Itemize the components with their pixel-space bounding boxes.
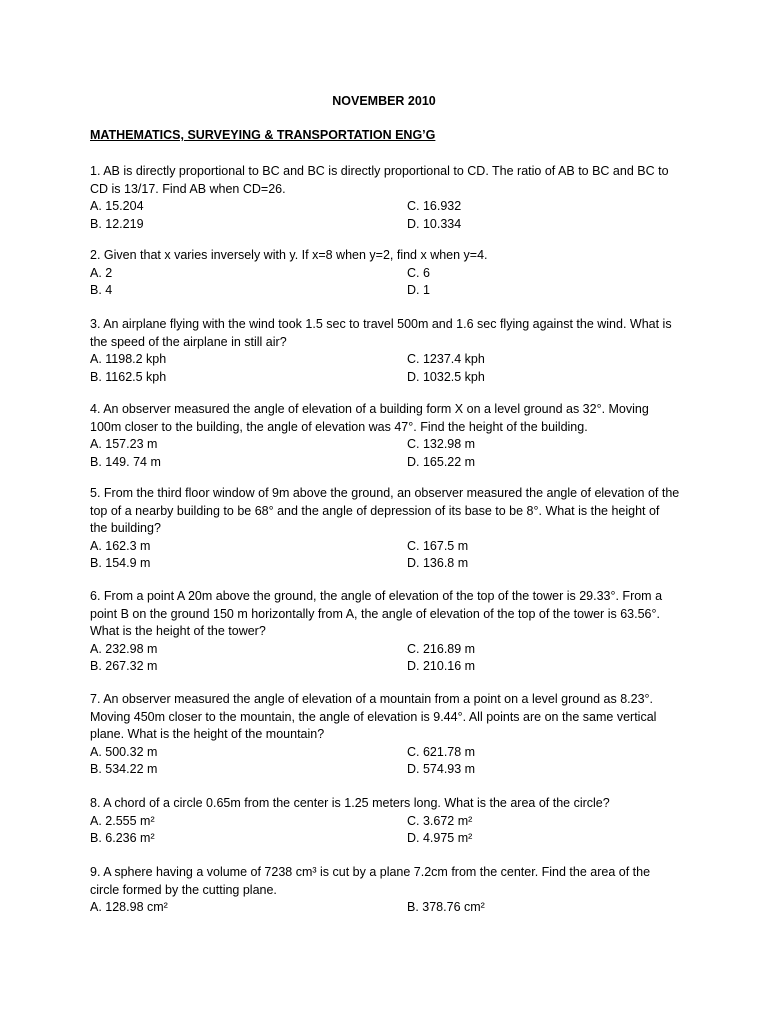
question-3 xyxy=(90,316,680,386)
question-3-options-row-1 xyxy=(90,351,680,369)
question-9-text: 9. A sphere having a volume of 7238 cm³ is cut by a plane 7.2cm from the center. Find the area of the circle formed by the cutting plane. xyxy=(90,865,651,897)
question-9 xyxy=(90,864,680,917)
question-7-options-row-1 xyxy=(90,744,680,762)
question-5-option-c: C. 167.5 m xyxy=(407,538,469,553)
question-6-option-c: C. 216.89 m xyxy=(407,641,476,656)
question-1-option-b: B. 12.219 xyxy=(90,216,144,231)
question-1 xyxy=(90,163,680,233)
question-4-option-c: C. 132.98 m xyxy=(407,437,476,452)
question-8-option-b: B. 6.236 m² xyxy=(90,831,155,846)
question-9-option-b: B. 378.76 cm² xyxy=(407,900,485,915)
question-7 xyxy=(90,691,680,779)
question-5 xyxy=(90,485,680,573)
question-5-options-row-1 xyxy=(90,538,680,556)
question-7-option-a: A. 500.32 m xyxy=(90,744,158,759)
question-4-option-a: A. 157.23 m xyxy=(90,437,158,452)
question-3-option-d: D. 1032.5 kph xyxy=(407,369,485,384)
question-4-option-d: D. 165.22 m xyxy=(407,454,476,469)
question-1-text: 1. AB is directly proportional to BC and BC is directly proportional to CD. The ratio of AB to BC and BC to CD is 13/17. Find AB when CD=26. xyxy=(90,164,669,196)
question-8-options-row-2 xyxy=(90,830,680,848)
question-1-option-a: A. 15.204 xyxy=(90,199,144,214)
question-7-option-c: C. 621.78 m xyxy=(407,744,476,759)
question-2 xyxy=(90,247,680,300)
question-3-option-c: C. 1237.4 kph xyxy=(407,352,485,367)
question-8-option-d: D. 4.975 m² xyxy=(407,831,473,846)
question-3-option-a: A. 1198.2 kph xyxy=(90,352,167,367)
question-8-option-a: A. 2.555 m² xyxy=(90,813,155,828)
question-5-option-d: D. 136.8 m xyxy=(407,556,469,571)
question-1-option-d: D. 10.334 xyxy=(407,216,462,231)
question-4-options-row-2 xyxy=(90,454,680,472)
question-8-text: 8. A chord of a circle 0.65m from the center is 1.25 meters long. What is the area of the circle? xyxy=(90,796,610,810)
question-1-option-c: C. 16.932 xyxy=(407,199,462,214)
question-4-options-row-1 xyxy=(90,436,680,454)
question-6-text: 6. From a point A 20m above the ground, the angle of elevation of the top of the tower is 29.33°. From a point B on the ground 150 m horizontally from A, the angle of elevation of the top of the tower is 63.56°. What is the height of the tower? xyxy=(90,589,663,639)
exam-date-heading: NOVEMBER 2010 xyxy=(332,94,436,108)
question-2-option-d: D. 1 xyxy=(407,283,430,298)
subject-heading: MATHEMATICS, SURVEYING & TRANSPORTATION ENG’G xyxy=(90,128,436,142)
question-5-text: 5. From the third floor window of 9m above the ground, an observer measured the angle of elevation of the top of a nearby building to be 68° and the angle of depression of its base to be 8°. What is the height of the building? xyxy=(90,486,680,536)
question-3-text: 3. An airplane flying with the wind took 1.5 sec to travel 500m and 1.6 sec flying against the wind. What is the speed of the airplane in still air? xyxy=(90,317,672,349)
question-6-options-row-2 xyxy=(90,658,680,676)
question-6-option-b: B. 267.32 m xyxy=(90,659,158,674)
question-8-options-row-1 xyxy=(90,813,680,831)
question-7-option-d: D. 574.93 m xyxy=(407,762,476,777)
question-9-options-row-1 xyxy=(90,899,680,917)
question-5-option-b: B. 154.9 m xyxy=(90,556,151,571)
question-6-option-a: A. 232.98 m xyxy=(90,641,158,656)
question-2-option-c: C. 6 xyxy=(407,265,430,280)
question-4-text: 4. An observer measured the angle of elevation of a building form X on a level ground as 32°. Moving 100m closer to the building, the angle of elevation was 47°. Find the height of the building. xyxy=(90,402,649,434)
question-5-options-row-2 xyxy=(90,555,680,573)
question-2-option-b: B. 4 xyxy=(90,283,113,298)
question-3-option-b: B. 1162.5 kph xyxy=(90,369,167,384)
question-7-option-b: B. 534.22 m xyxy=(90,762,158,777)
question-2-option-a: A. 2 xyxy=(90,265,113,280)
question-4 xyxy=(90,401,680,471)
question-3-options-row-2 xyxy=(90,369,680,387)
question-5-option-a: A. 162.3 m xyxy=(90,538,151,553)
question-6-options-row-1 xyxy=(90,641,680,659)
question-1-options-row-1 xyxy=(90,198,680,216)
question-8 xyxy=(90,795,680,848)
question-6-option-d: D. 210.16 m xyxy=(407,659,476,674)
question-9-option-a: A. 128.98 cm² xyxy=(90,900,168,915)
question-8-option-c: C. 3.672 m² xyxy=(407,813,473,828)
question-2-options-row-1 xyxy=(90,265,680,283)
question-7-text: 7. An observer measured the angle of elevation of a mountain from a point on a level ground as 8.23°. Moving 450m closer to the mountain, the angle of elevation is 9.44°. All points are on the same vertical plane. What is the height of the mountain? xyxy=(90,692,657,742)
question-7-options-row-2 xyxy=(90,761,680,779)
question-1-options-row-2 xyxy=(90,216,680,234)
question-2-options-row-2 xyxy=(90,282,680,300)
question-4-option-b: B. 149. 74 m xyxy=(90,454,161,469)
question-2-text: 2. Given that x varies inversely with y. If x=8 when y=2, find x when y=4. xyxy=(90,248,488,262)
question-6 xyxy=(90,588,680,676)
